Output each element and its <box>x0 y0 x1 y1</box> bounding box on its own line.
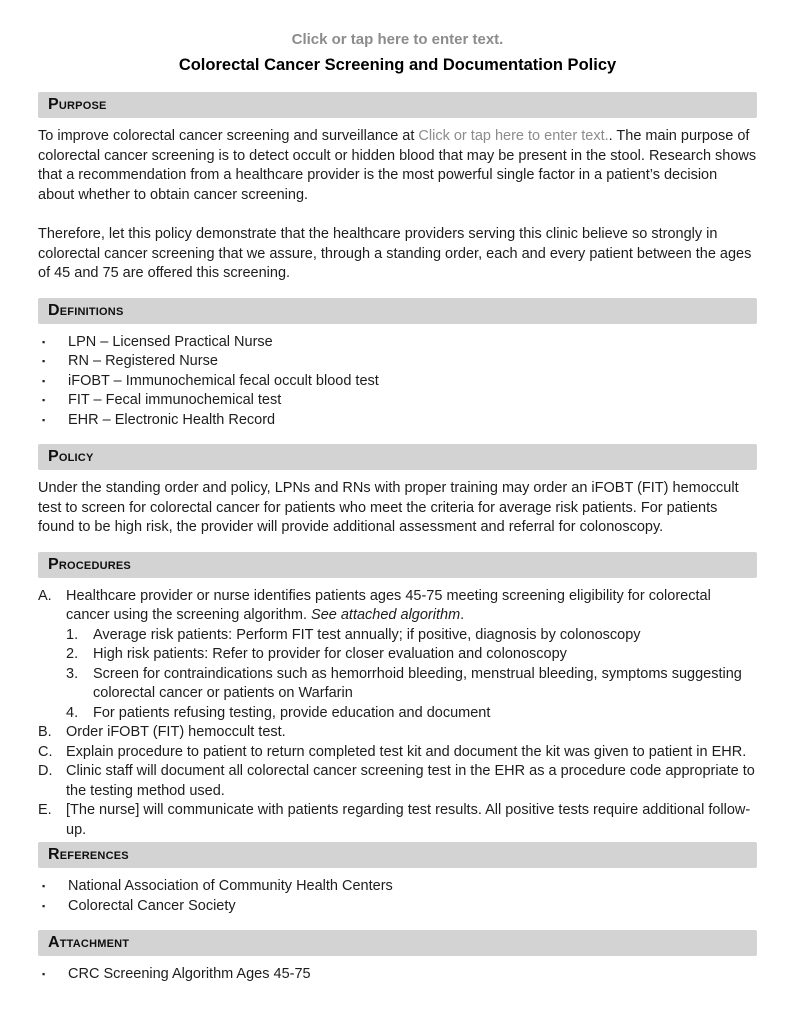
document-title: Colorectal Cancer Screening and Documentation Policy <box>178 56 617 74</box>
procedures-list <box>38 587 757 841</box>
sub-item-text: Screen for contraindications such as hemorrhoid bleeding, menstrual bleeding, symptoms suggesting colorectal cancer or patients on Warfarin <box>93 665 742 701</box>
clinic-name-placeholder-field[interactable]: Click or tap here to enter text. <box>418 128 609 144</box>
procedure-text: Order iFOBT (FIT) hemoccult test. <box>66 724 286 740</box>
section-heading-purpose: Purpose <box>38 92 757 118</box>
list-item <box>38 877 757 897</box>
bullet-icon: ▪ <box>42 881 46 891</box>
section-heading-procedures: Procedures <box>38 552 757 578</box>
sub-item-text: For patients refusing testing, provide education and document <box>93 704 491 721</box>
procedure-item-d <box>38 762 757 801</box>
purpose-p1-before: To improve colorectal cancer screening and surveillance at <box>38 128 419 144</box>
purpose-paragraph-1 <box>38 127 757 205</box>
sub-item <box>38 645 757 665</box>
sub-item-text: High risk patients: Refer to provider for closer evaluation and colonoscopy <box>93 646 567 662</box>
definition-text: LPN – Licensed Practical Nurse <box>68 333 273 350</box>
list-item <box>38 965 757 985</box>
list-item <box>38 897 757 917</box>
procedure-item-a <box>38 587 757 626</box>
definition-text: EHR – Electronic Health Record <box>68 411 276 428</box>
procedure-a-end: . <box>460 607 465 623</box>
section-heading-definitions: Definitions <box>38 298 757 324</box>
reference-text: Colorectal Cancer Society <box>68 897 236 914</box>
section-heading-policy: Policy <box>38 444 757 470</box>
list-item <box>38 411 757 431</box>
list-item <box>38 372 757 392</box>
bullet-icon: ▪ <box>42 356 46 366</box>
policy-paragraph: Under the standing order and policy, LPNs and RNs with proper training may order an iFOBT (FIT) hemoccult test to screen for colorectal cancer for patients who meet the criteria for average risk patients. For patients found to be high risk, the provider will provide additional assessment and referral for colonoscopy. <box>38 480 739 535</box>
reference-text: National Association of Community Health Centers <box>68 878 393 894</box>
attachment-list <box>38 965 757 985</box>
procedure-item-c <box>38 743 757 763</box>
procedure-item-b <box>38 723 757 743</box>
definition-text: FIT – Fecal immunochemical test <box>68 392 282 408</box>
definitions-list <box>38 333 757 431</box>
item-marker: E. <box>38 802 52 818</box>
list-item <box>38 333 757 353</box>
bullet-icon: ▪ <box>42 375 46 386</box>
sub-item <box>38 626 757 646</box>
item-marker: 3. <box>66 665 79 682</box>
procedure-a-text: Healthcare provider or nurse identifies patients ages 45-75 meeting screening eligibility for colorectal cancer using the screening algorithm. <box>66 587 711 623</box>
section-heading-attachment: Attachment <box>38 930 757 956</box>
definition-text: RN – Registered Nurse <box>68 353 218 369</box>
bullet-icon: ▪ <box>42 336 46 347</box>
sub-item <box>38 665 757 704</box>
purpose-paragraph-2: Therefore, let this policy demonstrate that the healthcare providers serving this clinic believe so strongly in colorectal cancer screening that we assure, through a standing order, each and every patient between the ages of 45 and 75 are offered this screening. <box>38 226 752 281</box>
procedure-text: Clinic staff will document all colorectal cancer screening test in the EHR as a procedure code appropriate to the testing method used. <box>66 763 755 799</box>
item-marker: C. <box>38 743 53 760</box>
bullet-icon: ▪ <box>42 900 46 911</box>
bullet-icon: ▪ <box>42 414 46 425</box>
procedure-text: [The nurse] will communicate with patients regarding test results. All positive tests require additional follow-up. <box>66 802 751 838</box>
procedure-a-sublist <box>38 626 757 724</box>
purpose-p1-after: . The main purpose of colorectal cancer screening is to detect occult or hidden blood that may be present in the stool. Research shows that a recommendation from a healthcare provider is the most powerful single factor in a patient’s decision about whether to obtain cancer screening. <box>38 128 757 203</box>
section-heading-references: References <box>38 842 757 868</box>
bullet-icon: ▪ <box>42 969 46 979</box>
sub-item-text: Average risk patients: Perform FIT test annually; if positive, diagnosis by colonoscopy <box>93 626 641 643</box>
references-list <box>38 877 757 916</box>
sub-item <box>38 704 757 724</box>
procedure-a-italic: See attached algorithm <box>311 607 461 623</box>
document-header <box>38 30 757 76</box>
procedure-text: Explain procedure to patient to return completed test kit and document the kit was given to patient in EHR. <box>66 743 747 760</box>
item-marker: D. <box>38 763 53 779</box>
procedure-text <box>66 587 757 626</box>
definition-text: iFOBT – Immunochemical fecal occult blood test <box>68 372 379 389</box>
list-item <box>38 391 757 411</box>
item-marker: A. <box>38 587 52 604</box>
bullet-icon: ▪ <box>42 395 46 405</box>
item-marker: 1. <box>66 626 79 643</box>
procedure-item-e <box>38 801 757 840</box>
item-marker: 4. <box>66 704 79 721</box>
title-placeholder-field[interactable]: Click or tap here to enter text. <box>291 31 504 48</box>
attachment-text: CRC Screening Algorithm Ages 45-75 <box>68 966 311 982</box>
list-item <box>38 352 757 372</box>
item-marker: 2. <box>66 646 79 662</box>
item-marker: B. <box>38 724 52 740</box>
